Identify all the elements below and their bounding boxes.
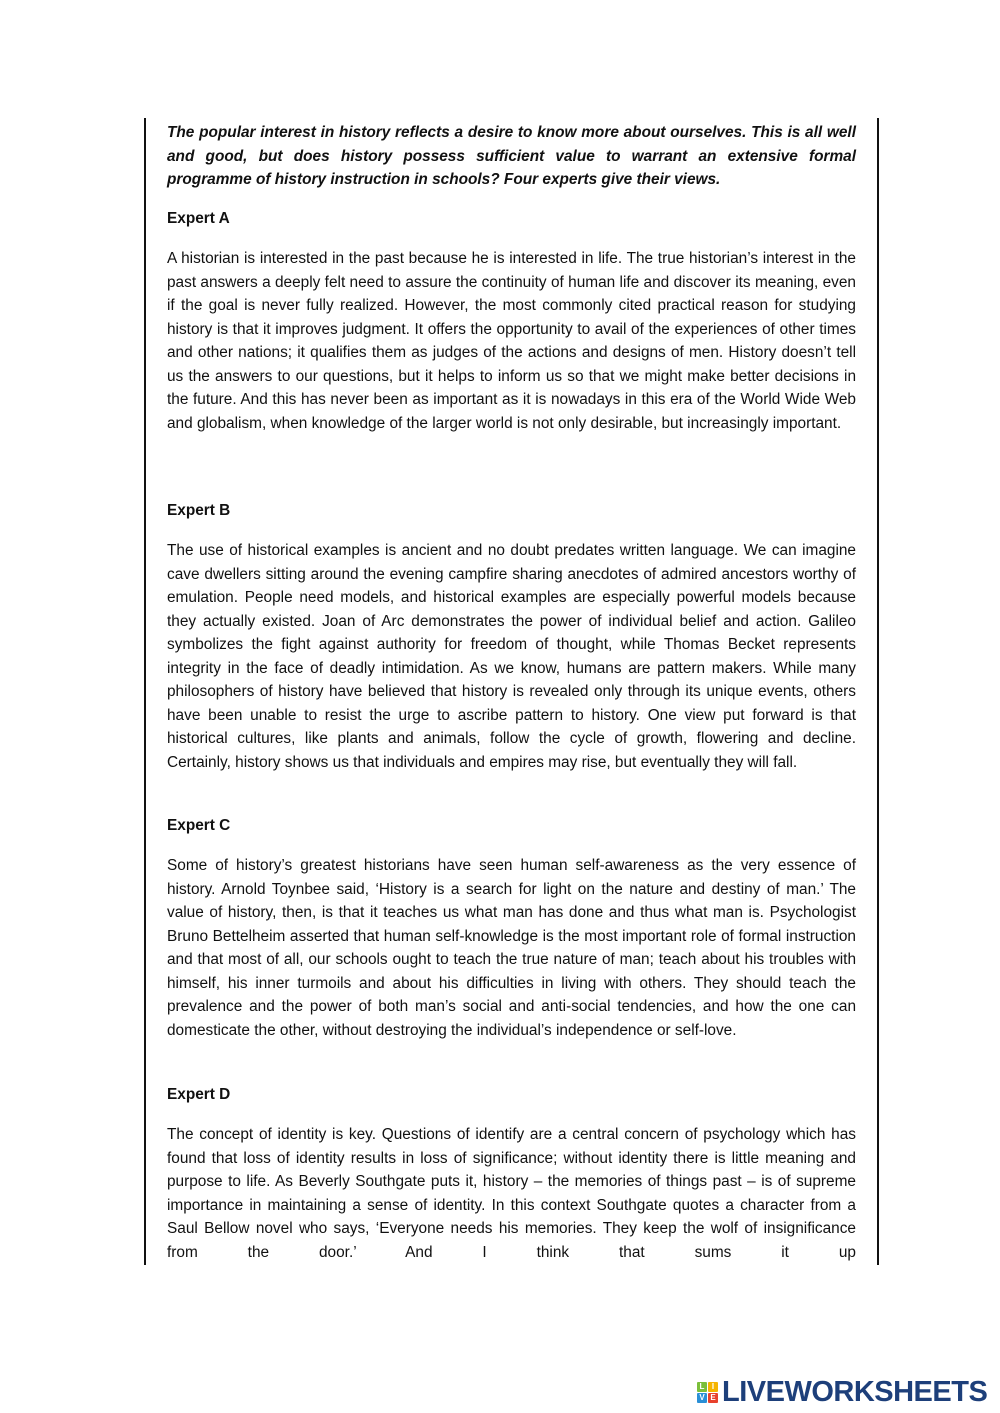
logo-tile: L (697, 1382, 707, 1392)
expert-c-text: Some of history’s greatest historians have seen human self-awareness as the very essence of history. Arnold Toynbee said, ‘History is a search for light on the nature and destiny of man.’ The value of history, then, is that it teaches us what man has done and thus what man is. Psychologist Bruno Bettelheim asserted that human self-knowledge is the most important role of formal instruction and that most of all, our schools ought to teach the true nature of man; teach about his troubles with himself, his inner turmoils and about his difficulties in living with others. They should teach the prevalence and the power of both man’s social and anti-social tendencies, and how the one can domesticate the other, without destroying the individual’s independence or self-love. (167, 857, 856, 1039)
expert-a-text: A historian is interested in the past because he is interested in life. The true historian’s interest in the past answers a deeply felt need to assure the continuity of human life and discover its meaning, even if the goal is never fully realized. However, the most commonly cited practical reason for studying history is that it improves judgment. It offers the opportunity to avail of the experiences of other times and other nations; it qualifies them as judges of the actions and designs of men. History doesn’t tell us the answers to our questions, but it helps to inform us so that we might make better decisions in the future. And this has never been as important as it is nowadays in this era of the World Wide Web and globalism, when knowledge of the larger world is not only desirable, but increasingly important. (167, 250, 856, 432)
expert-d-text: The concept of identity is key. Questions of identify are a central concern of psychology which has found that loss of identity results in loss of significance; without identity there is little meaning and purpose to life. As Beverly Southgate puts it, history – the memories of things past – is of supreme importance in maintaining a sense of identity. In this context Southgate quotes a character from a Saul Bellow novel who says, ‘Everyone needs his memories. They keep the wolf of insignificance from the door.’ And I think that sums it up (167, 1126, 856, 1261)
expert-d-heading: Expert D (167, 1086, 231, 1103)
logo-text: LIVEWORKSHEETS (722, 1376, 988, 1408)
logo-tile: E (708, 1393, 718, 1403)
liveworksheets-logo (697, 1378, 987, 1407)
expert-b-text: The use of historical examples is ancient and no doubt predates written language. We can imagine cave dwellers sitting around the evening campfire sharing anecdotes of admired ancestors worthy of emulation. People need models, and historical examples are especially powerful models because they actually existed. Joan of Arc demonstrates the power of individual belief and action. Galileo symbolizes the fight against authority for freedom of thought, while Thomas Becket represents integrity in the face of deadly intimidation. As we know, humans are pattern makers. While many philosophers of history have believed that history is revealed only through its unique events, others have been unable to resist the urge to ascribe pattern to history. One view put forward is that historical cultures, like plants and animals, follow the cycle of growth, flowering and decline. Certainly, history shows us that individuals and empires may rise, but eventually they will fall. (167, 542, 856, 771)
left-border (144, 118, 146, 1265)
logo-tiles-icon (697, 1382, 718, 1403)
logo-tile: I (708, 1382, 718, 1392)
intro-paragraph: The popular interest in history reflects a desire to know more about ourselves. This is all well and good, but does history possess sufficient value to warrant an extensive formal programme of history instruction in schools? Four experts give their views. (167, 124, 856, 188)
right-border (877, 118, 879, 1265)
expert-b-heading: Expert B (167, 502, 231, 519)
expert-c-heading: Expert C (167, 817, 231, 834)
expert-a-heading: Expert A (167, 210, 230, 227)
logo-tile: V (697, 1393, 707, 1403)
